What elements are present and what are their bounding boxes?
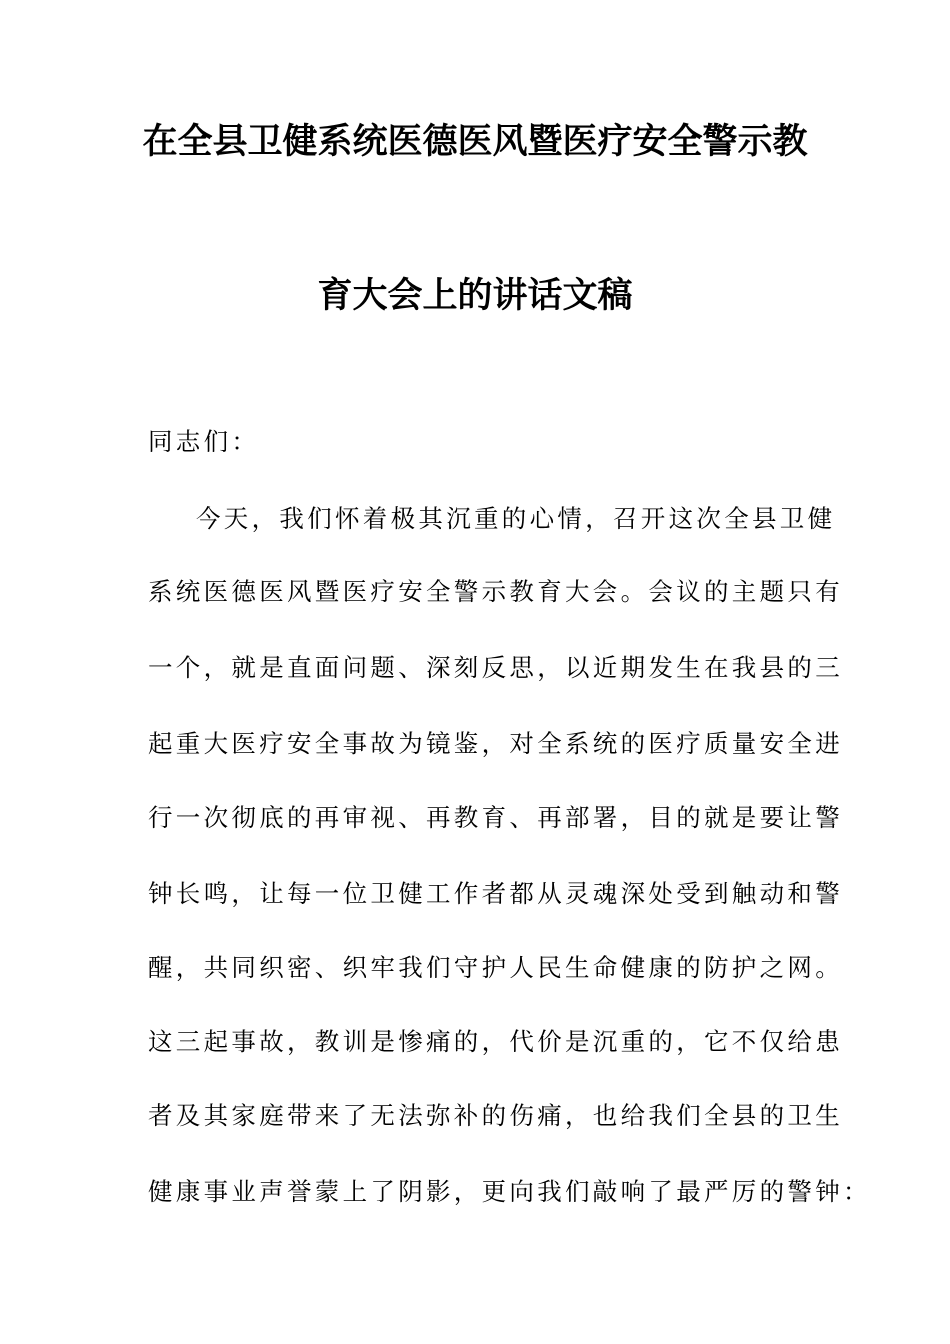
body-line-2: 系统医德医风暨医疗安全警示教育大会。会议的主题只有 <box>148 577 843 606</box>
body-line-10: 健康事业声誉蒙上了阴影，更向我们敲响了最严厉的警钟： <box>148 1177 871 1206</box>
body-line-6: 钟长鸣，让每一位卫健工作者都从灵魂深处受到触动和警 <box>148 879 843 908</box>
body-line-1: 今天，我们怀着极其沉重的心情，召开这次全县卫健 <box>196 504 836 533</box>
salutation: 同志们： <box>148 427 260 456</box>
body-line-9: 者及其家庭带来了无法弥补的伤痛，也给我们全县的卫生 <box>148 1101 843 1130</box>
document-title-line-2: 育大会上的讲话文稿 <box>317 276 633 316</box>
body-line-8: 这三起事故，教训是惨痛的，代价是沉重的，它不仅给患 <box>148 1027 843 1056</box>
document-title-line-1: 在全县卫健系统医德医风暨医疗安全警示教 <box>142 122 808 162</box>
body-line-7: 醒，共同织密、织牢我们守护人民生命健康的防护之网。 <box>148 953 843 982</box>
body-line-3: 一个，就是直面问题、深刻反思，以近期发生在我县的三 <box>148 653 843 682</box>
body-line-4: 起重大医疗安全事故为镜鉴，对全系统的医疗质量安全进 <box>148 729 843 758</box>
body-line-5: 行一次彻底的再审视、再教育、再部署，目的就是要让警 <box>148 803 843 832</box>
